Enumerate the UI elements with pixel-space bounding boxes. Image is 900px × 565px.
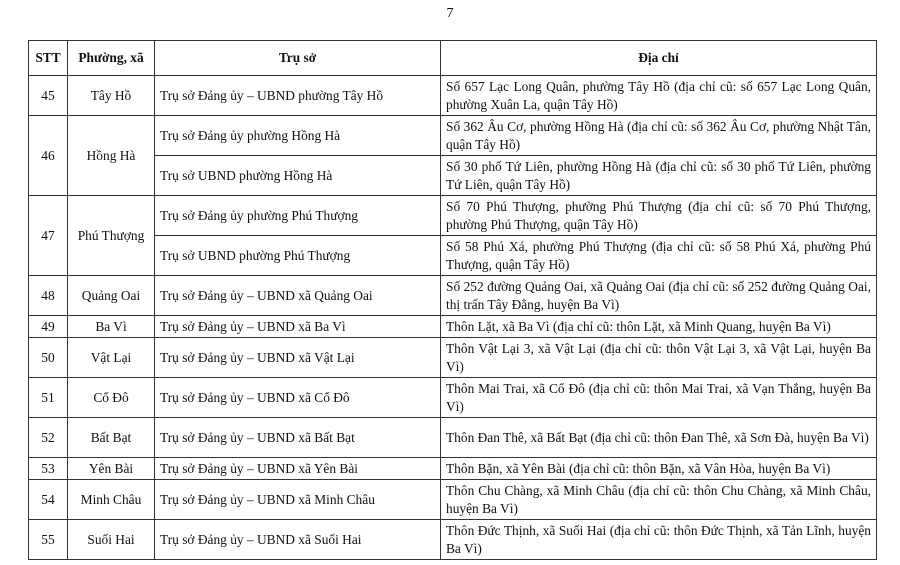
table-row — [29, 338, 877, 378]
ward-cell: Minh Châu — [68, 480, 155, 520]
address-cell: Thôn Đan Thê, xã Bất Bạt (địa chỉ cũ: thôn Đan Thê, xã Sơn Đà, huyện Ba Vì) — [441, 418, 877, 458]
ward-cell: Suối Hai — [68, 520, 155, 560]
office-cell: Trụ sở Đảng ủy – UBND xã Minh Châu — [155, 480, 441, 520]
header-address: Địa chỉ — [441, 41, 877, 76]
office-cell: Trụ sở Đảng ủy phường Hồng Hà — [155, 116, 441, 156]
address-cell: Thôn Mai Trai, xã Cổ Đô (địa chỉ cũ: thôn Mai Trai, xã Vạn Thắng, huyện Ba Vì) — [441, 378, 877, 418]
ward-cell: Ba Vì — [68, 316, 155, 338]
address-cell: Số 70 Phú Thượng, phường Phú Thượng (địa chỉ cũ: số 70 Phú Thượng, phường Phú Thượng, quận Tây Hồ) — [441, 196, 877, 236]
stt-cell: 53 — [29, 458, 68, 480]
address-cell: Thôn Đức Thịnh, xã Suối Hai (địa chỉ cũ: thôn Đức Thịnh, xã Tản Lĩnh, huyện Ba Vì) — [441, 520, 877, 560]
table-row — [29, 196, 877, 236]
stt-cell: 48 — [29, 276, 68, 316]
office-cell: Trụ sở Đảng ủy – UBND xã Bất Bạt — [155, 418, 441, 458]
table-header-row — [29, 41, 877, 76]
office-cell: Trụ sở UBND phường Phú Thượng — [155, 236, 441, 276]
address-cell: Thôn Bặn, xã Yên Bài (địa chỉ cũ: thôn Bặn, xã Vân Hòa, huyện Ba Vì) — [441, 458, 877, 480]
header-ward: Phường, xã — [68, 41, 155, 76]
table-row — [29, 276, 877, 316]
ward-cell: Quảng Oai — [68, 276, 155, 316]
ward-cell: Bất Bạt — [68, 418, 155, 458]
ward-cell: Cổ Đô — [68, 378, 155, 418]
table-row — [29, 156, 877, 196]
address-cell: Thôn Vật Lại 3, xã Vật Lại (địa chỉ cũ: thôn Vật Lại 3, xã Vật Lại, huyện Ba Vì) — [441, 338, 877, 378]
table-row — [29, 236, 877, 276]
stt-cell: 54 — [29, 480, 68, 520]
stt-cell: 45 — [29, 76, 68, 116]
stt-cell: 46 — [29, 116, 68, 196]
page-number: 7 — [446, 6, 454, 21]
table-row — [29, 316, 877, 338]
stt-cell: 51 — [29, 378, 68, 418]
table-row — [29, 458, 877, 480]
address-cell: Thôn Chu Chàng, xã Minh Châu (địa chỉ cũ: thôn Chu Chàng, xã Minh Châu, huyện Ba Vì) — [441, 480, 877, 520]
address-cell: Số 30 phố Tứ Liên, phường Hồng Hà (địa chỉ cũ: số 30 phố Tứ Liên, phường Tứ Liên, quận Tây Hồ) — [441, 156, 877, 196]
table-row — [29, 418, 877, 458]
table-row — [29, 520, 877, 560]
table-row — [29, 378, 877, 418]
stt-cell: 50 — [29, 338, 68, 378]
office-cell: Trụ sở Đảng ủy – UBND xã Suối Hai — [155, 520, 441, 560]
table-row — [29, 116, 877, 156]
address-cell: Số 252 đường Quảng Oai, xã Quảng Oai (địa chỉ cũ: số 252 đường Quảng Oai, thị trấn Tây Đằng, huyện Ba Vì) — [441, 276, 877, 316]
address-cell: Thôn Lặt, xã Ba Vì (địa chỉ cũ: thôn Lặt, xã Minh Quang, huyện Ba Vì) — [441, 316, 877, 338]
office-cell: Trụ sở Đảng ủy phường Phú Thượng — [155, 196, 441, 236]
header-stt: STT — [29, 41, 68, 76]
address-cell: Số 657 Lạc Long Quân, phường Tây Hồ (địa chỉ cũ: số 657 Lạc Long Quân, phường Xuân La, quận Tây Hồ) — [441, 76, 877, 116]
office-cell: Trụ sở Đảng ủy – UBND xã Ba Vì — [155, 316, 441, 338]
table-row — [29, 480, 877, 520]
office-cell: Trụ sở Đảng ủy – UBND xã Quảng Oai — [155, 276, 441, 316]
ward-cell: Tây Hồ — [68, 76, 155, 116]
office-cell: Trụ sở Đảng ủy – UBND xã Vật Lại — [155, 338, 441, 378]
table-row — [29, 76, 877, 116]
office-address-table — [28, 40, 877, 560]
table-body — [29, 76, 877, 560]
header-office: Trụ sở — [155, 41, 441, 76]
stt-cell: 47 — [29, 196, 68, 276]
address-cell: Số 58 Phú Xá, phường Phú Thượng (địa chỉ cũ: số 58 Phú Xá, phường Phú Thượng, quận Tây Hồ) — [441, 236, 877, 276]
stt-cell: 52 — [29, 418, 68, 458]
office-cell: Trụ sở UBND phường Hồng Hà — [155, 156, 441, 196]
office-cell: Trụ sở Đảng ủy – UBND xã Cổ Đô — [155, 378, 441, 418]
office-cell: Trụ sở Đảng ủy – UBND xã Yên Bài — [155, 458, 441, 480]
stt-cell: 55 — [29, 520, 68, 560]
ward-cell: Vật Lại — [68, 338, 155, 378]
stt-cell: 49 — [29, 316, 68, 338]
address-cell: Số 362 Âu Cơ, phường Hồng Hà (địa chỉ cũ: số 362 Âu Cơ, phường Nhật Tân, quận Tây Hồ) — [441, 116, 877, 156]
ward-cell: Yên Bài — [68, 458, 155, 480]
ward-cell: Phú Thượng — [68, 196, 155, 276]
office-cell: Trụ sở Đảng ủy – UBND phường Tây Hồ — [155, 76, 441, 116]
ward-cell: Hồng Hà — [68, 116, 155, 196]
